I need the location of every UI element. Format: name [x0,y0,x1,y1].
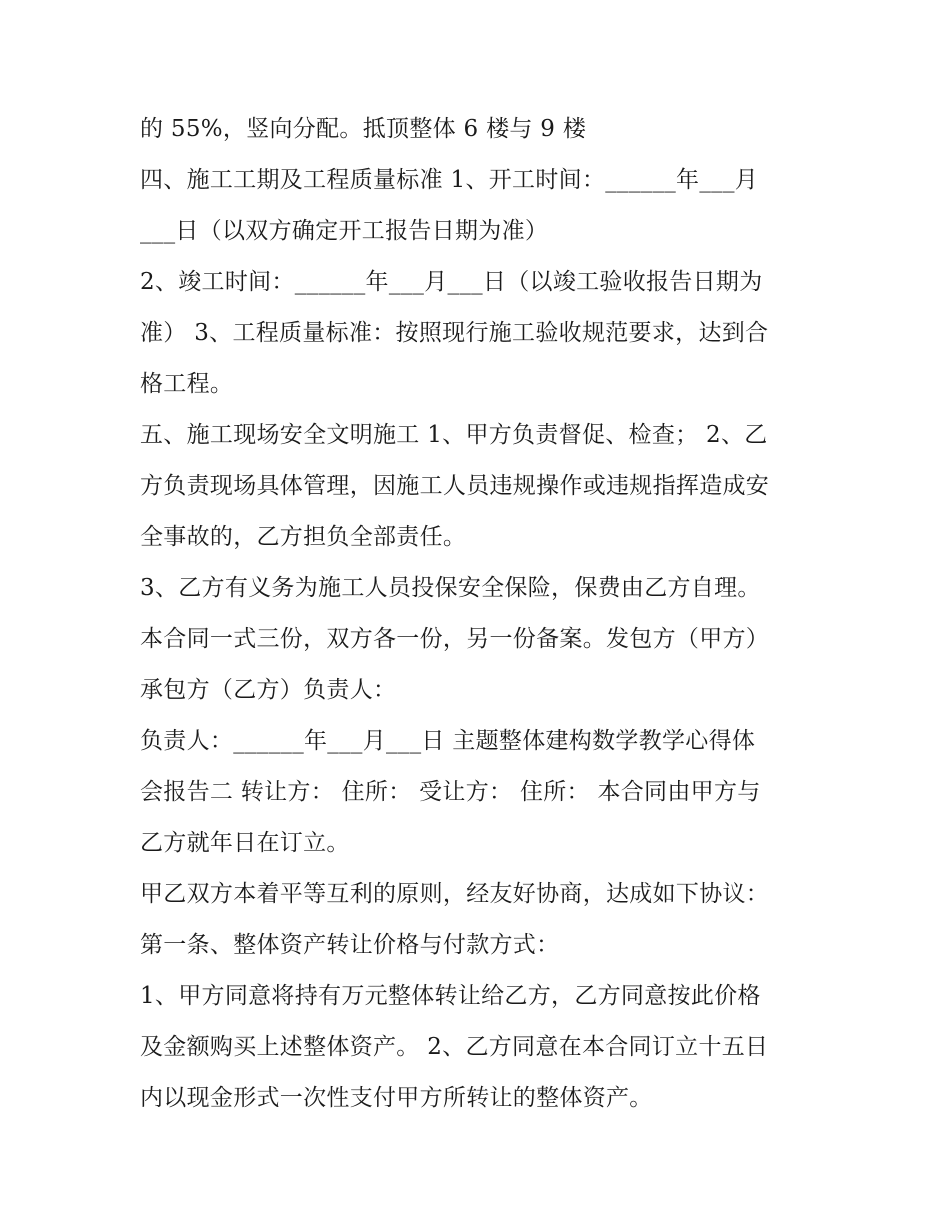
text-line: 第一条、整体资产转让价格与付款方式： [140,932,560,958]
text-line: 乙方就年日在订立。 [140,830,350,856]
text-line: 全事故的，乙方担负全部责任。 [140,524,467,550]
text-line: 格工程。 [140,371,234,397]
text-line: 五、施工现场安全文明施工 1、甲方负责督促、检查； 2、乙 [140,422,768,448]
text-line: 负责人：______年___月___日 主题整体建构数学教学心得体 [140,728,756,754]
text-line: 会报告二 转让方： 住所： 受让方： 住所： 本合同由甲方与 [140,779,761,805]
document-body [140,104,820,1124]
text-line: 及金额购买上述整体资产。 2、乙方同意在本合同订立十五日 [140,1034,769,1060]
text-line: 内以现金形式一次性支付甲方所转让的整体资产。 [140,1085,653,1111]
text-line: 1、甲方同意将持有万元整体转让给乙方，乙方同意按此价格 [140,983,761,1009]
text-line: 2、竣工时间：______年___月___日（以竣工验收报告日期为 [140,269,763,295]
text-line: 的 55%，竖向分配。抵顶整体 6 楼与 9 楼 [140,116,587,142]
text-line: 甲乙双方本着平等互利的原则，经友好协商，达成如下协议： [140,881,770,907]
text-line: ___日（以双方确定开工报告日期为准） [140,218,549,244]
text-line: 承包方（乙方）负责人： [140,677,397,703]
text-line: 3、乙方有义务为施工人员投保安全保险，保费由乙方自理。 [140,575,761,601]
text-line: 四、施工工期及工程质量标准 1、开工时间：______年___月 [140,167,759,193]
text-line: 本合同一式三份，双方各一份，另一份备案。发包方（甲方） [140,626,770,652]
text-line: 准） 3、工程质量标准：按照现行施工验收规范要求，达到合 [140,320,769,346]
text-line: 方负责现场具体管理，因施工人员违规操作或违规指挥造成安 [140,473,770,499]
